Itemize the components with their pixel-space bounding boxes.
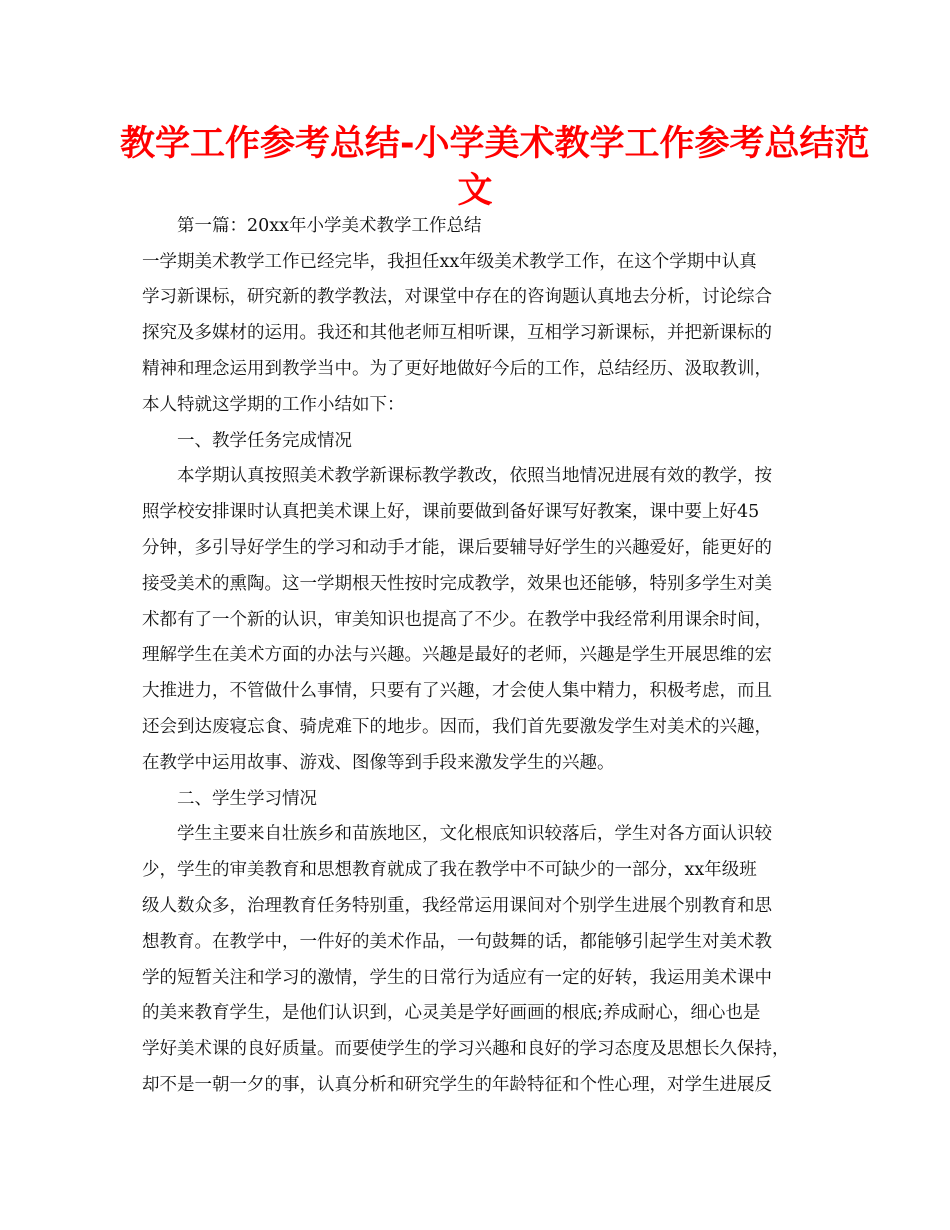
paragraph-line: 学的短暂关注和学习的激情，学生的日常行为适应有一定的好转，我运用美术课中	[142, 968, 772, 988]
paragraph-line: 学好美术课的良好质量。而要使学生的学习兴趣和良好的学习态度及思想长久保持，	[142, 1039, 790, 1059]
document-title-line-1: 教学工作参考总结-小学美术教学工作参考总结范	[120, 124, 870, 164]
paragraph-line: 少，学生的审美教育和思想教育就成了我在教学中不可缺少的一部分，xx年级班	[142, 860, 757, 880]
paragraph-line: 分钟，多引导好学生的学习和动手才能，课后要辅导好学生的兴趣爱好，能更好的	[142, 538, 772, 558]
section-heading-2: 二、学生学习情况	[177, 789, 317, 809]
paragraph-line: 级人数众多，治理教育任务特别重，我经常运用课间对个别学生进展个别教育和思	[142, 896, 772, 916]
section-heading-1: 一、教学任务完成情况	[177, 431, 352, 451]
paragraph-line: 照学校安排课时认真把美术课上好，课前要做到备好课写好教案，课中要上好45	[142, 502, 760, 522]
paragraph-line: 一学期美术教学工作已经完毕，我担任xx年级美术教学工作，在这个学期中认真	[142, 252, 757, 272]
paragraph-line: 探究及多媒材的运用。我还和其他老师互相听课，互相学习新课标，并把新课标的	[142, 323, 772, 343]
paragraph-line: 的美来教育学生，是他们认识到，心灵美是学好画画的根底;养成耐心，细心也是	[142, 1003, 761, 1023]
paragraph-line: 却不是一朝一夕的事，认真分析和研究学生的年龄特征和个性心理，对学生进展反	[142, 1075, 772, 1095]
paragraph-line: 想教育。在教学中，一件好的美术作品，一句鼓舞的话，都能够引起学生对美术教	[142, 932, 772, 952]
paragraph-line: 术都有了一个新的认识，审美知识也提高了不少。在教学中我经常利用课余时间，	[142, 610, 772, 630]
document-title-line-2: 文	[457, 171, 493, 211]
paragraph-line: 在教学中运用故事、游戏、图像等到手段来激发学生的兴趣。	[142, 753, 615, 773]
paragraph-line: 学习新课标，研究新的教学教法，对课堂中存在的咨询题认真地去分析，讨论综合	[142, 287, 772, 307]
paragraph-line: 大推进力，不管做什么事情，只要有了兴趣，才会使人集中精力，积极考虑，而且	[142, 681, 772, 701]
paragraph-line: 精神和理念运用到教学当中。为了更好地做好今后的工作，总结经历、汲取教训，	[142, 359, 772, 379]
paragraph-line: 理解学生在美术方面的办法与兴趣。兴趣是最好的老师，兴趣是学生开展思维的宏	[142, 645, 772, 665]
paragraph-line: 还会到达废寝忘食、骑虎难下的地步。因而，我们首先要激发学生对美术的兴趣，	[142, 717, 772, 737]
section-heading-first-part: 第一篇：20xx年小学美术教学工作总结	[177, 216, 482, 236]
paragraph-line: 接受美术的熏陶。这一学期根天性按时完成教学，效果也还能够，特别多学生对美	[142, 574, 772, 594]
paragraph-line: 本学期认真按照美术教学新课标教学教改，依照当地情况进展有效的教学，按	[177, 466, 772, 486]
paragraph-line: 本人特就这学期的工作小结如下：	[142, 395, 405, 415]
paragraph-line: 学生主要来自壮族乡和苗族地区，文化根底知识较落后，学生对各方面认识较	[177, 824, 772, 844]
